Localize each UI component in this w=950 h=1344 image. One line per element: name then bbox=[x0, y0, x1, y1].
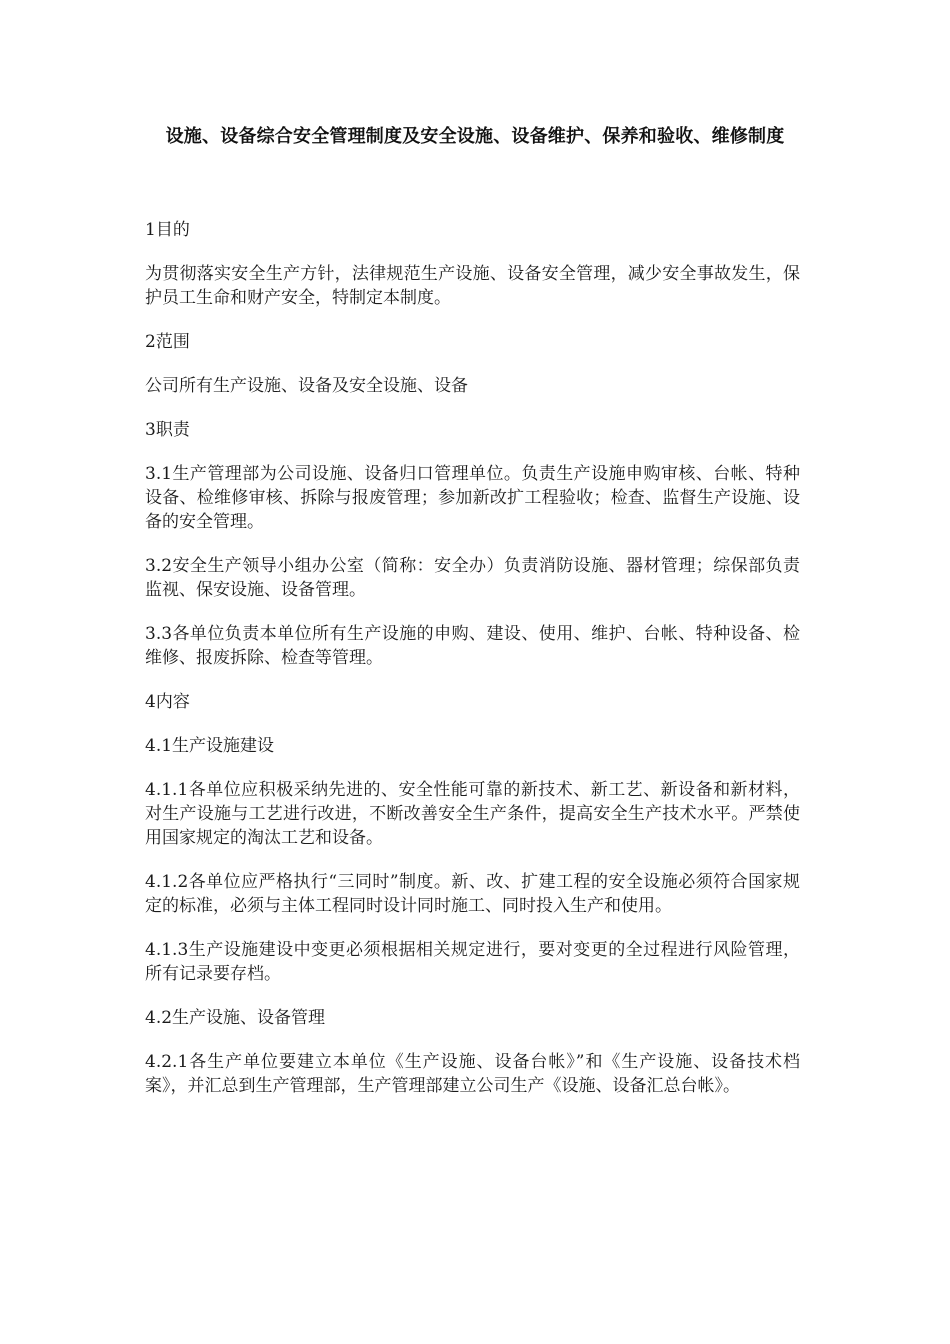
paragraph-4-2-1: 4.2.1各生产单位要建立本单位《生产设施、设备台帐》”和《生产设施、设备技术档案》，并汇总到生产管理部，生产管理部建立公司生产《设施、设备汇总台帐》。 bbox=[145, 1052, 800, 1096]
paragraph-3-2: 3.2安全生产领导小组办公室（简称：安全办）负责消防设施、器材管理；综保部负责监视、保安设施、设备管理。 bbox=[145, 556, 800, 600]
paragraph-3-1: 3.1生产管理部为公司设施、设备归口管理单位。负责生产设施申购审核、台帐、特种设备、检维修审核、拆除与报废管理；参加新改扩工程验收；检查、监督生产设施、设备的安全管理。 bbox=[145, 464, 800, 532]
subsection-heading-4-2: 4.2生产设施、设备管理 bbox=[145, 1008, 326, 1028]
paragraph-3-3: 3.3各单位负责本单位所有生产设施的申购、建设、使用、维护、台帐、特种设备、检维修、报废拆除、检查等管理。 bbox=[145, 624, 800, 668]
paragraph-4-1-2: 4.1.2各单位应严格执行“三同时”制度。新、改、扩建工程的安全设施必须符合国家规定的标准，必须与主体工程同时设计同时施工、同时投入生产和使用。 bbox=[145, 872, 800, 916]
paragraph-scope: 公司所有生产设施、设备及安全设施、设备 bbox=[145, 376, 468, 396]
paragraph-purpose: 为贯彻落实安全生产方针，法律规范生产设施、设备安全管理，减少安全事故发生，保护员工生命和财产安全，特制定本制度。 bbox=[145, 264, 800, 308]
subsection-heading-4-1: 4.1生产设施建设 bbox=[145, 736, 275, 756]
paragraph-4-1-3: 4.1.3生产设施建设中变更必须根据相关规定进行，要对变更的全过程进行风险管理，所有记录要存档。 bbox=[145, 940, 800, 984]
section-heading-scope: 2范围 bbox=[145, 332, 190, 352]
document-body bbox=[145, 218, 800, 1118]
section-heading-purpose: 1目的 bbox=[145, 220, 190, 240]
paragraph-4-1-1: 4.1.1各单位应积极采纳先进的、安全性能可靠的新技术、新工艺、新设备和新材料，对生产设施与工艺进行改进，不断改善安全生产条件，提高安全生产技术水平。严禁使用国家规定的淘汰工艺和设备。 bbox=[145, 780, 800, 848]
document-title: 设施、设备综合安全管理制度及安全设施、设备维护、保养和验收、维修制度 bbox=[165, 126, 785, 147]
section-heading-responsibilities: 3职责 bbox=[145, 420, 190, 440]
section-heading-content: 4内容 bbox=[145, 692, 190, 712]
